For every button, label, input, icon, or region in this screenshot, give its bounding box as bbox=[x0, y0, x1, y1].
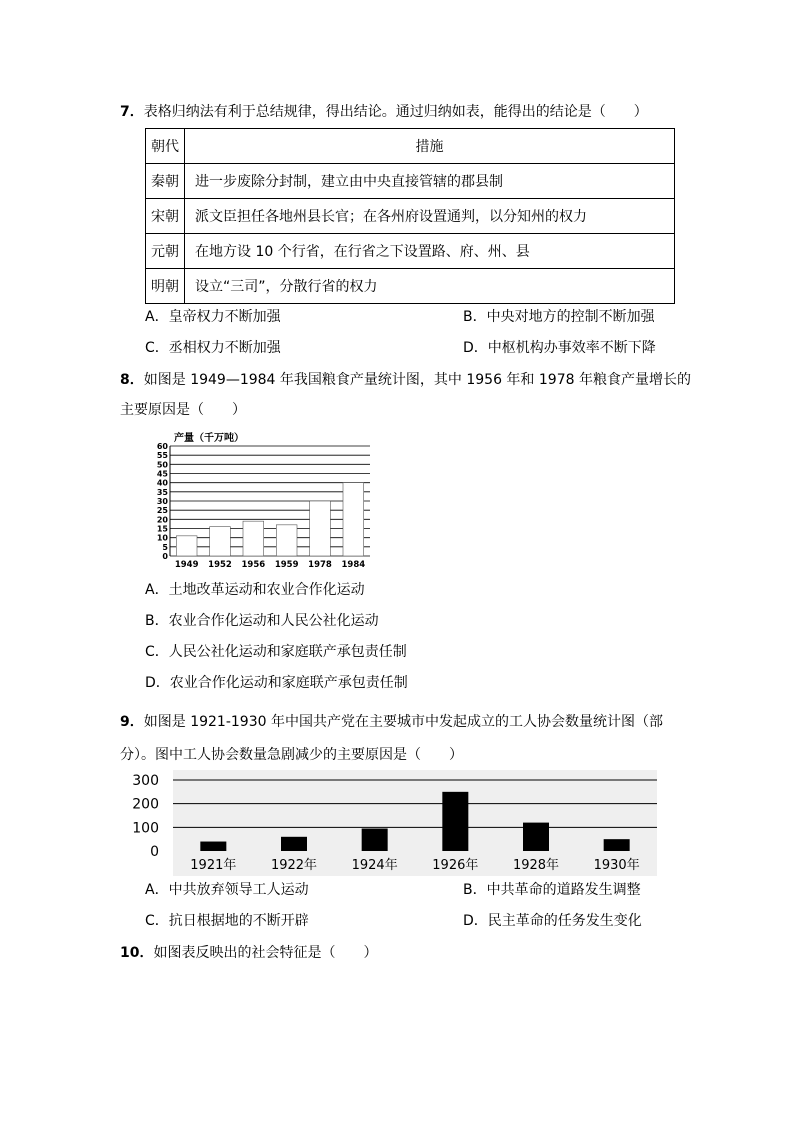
q7-cell-measure: 进一步废除分封制，建立由中央直接管辖的郡县制 bbox=[185, 164, 675, 199]
y-tick-label: 10 bbox=[156, 533, 168, 543]
chart-y-ticks bbox=[157, 442, 169, 561]
chart-x-ticks bbox=[175, 560, 365, 570]
q8-option-c[interactable]: C．人民公社化运动和家庭联产承包责任制 bbox=[145, 644, 407, 660]
q7-option-c[interactable]: C．丞相权力不断加强 bbox=[145, 340, 281, 356]
y-tick-label: 55 bbox=[156, 451, 168, 461]
x-tick-label: 1921年 bbox=[190, 858, 237, 873]
chart-y-ticks bbox=[132, 773, 159, 860]
q7-cell-dynasty: 秦朝 bbox=[146, 164, 185, 199]
q10-number: 10． bbox=[120, 945, 154, 961]
y-tick-label: 20 bbox=[156, 515, 168, 525]
bar-1922年 bbox=[281, 837, 307, 851]
bar-1959 bbox=[276, 525, 297, 556]
q8-option-a[interactable]: A．土地改革运动和农业合作化运动 bbox=[145, 582, 365, 598]
x-tick-label: 1952 bbox=[208, 560, 232, 570]
bar-1956 bbox=[243, 521, 264, 556]
bar-1921年 bbox=[200, 842, 226, 851]
chart-plot-bg bbox=[173, 770, 657, 876]
x-tick-label: 1928年 bbox=[512, 858, 560, 873]
q7-cell-dynasty: 明朝 bbox=[146, 269, 185, 304]
y-tick-label: 25 bbox=[156, 506, 168, 516]
x-tick-label: 1959 bbox=[274, 560, 299, 570]
y-tick-label: 45 bbox=[156, 469, 168, 479]
q9-option-a[interactable]: A．中共放弃领导工人运动 bbox=[145, 882, 309, 898]
y-tick-label: 0 bbox=[162, 552, 168, 561]
q7-option-b[interactable]: B．中央对地方的控制不断加强 bbox=[463, 309, 655, 325]
bar-1930年 bbox=[604, 839, 630, 851]
bar-1949 bbox=[176, 536, 197, 556]
bar-1952 bbox=[210, 527, 231, 556]
chart-title: 产量（千万吨） bbox=[174, 433, 244, 444]
y-tick-label: 35 bbox=[156, 487, 168, 497]
q9-number: 9． bbox=[120, 714, 144, 730]
q7-cell-dynasty: 宋朝 bbox=[146, 199, 185, 234]
x-tick-label: 1949 bbox=[174, 560, 199, 570]
q9-stem-line1 bbox=[120, 712, 663, 732]
q7-cell-measure: 在地方设 10 个行省，在行省之下设置路、府、州、县 bbox=[185, 234, 675, 269]
table-row bbox=[146, 164, 675, 199]
q8-stem-line2: 主要原因是（ ） bbox=[120, 402, 246, 418]
table-row bbox=[146, 269, 675, 304]
q7-cell-dynasty: 元朝 bbox=[146, 234, 185, 269]
q8-option-d[interactable]: D．农业合作化运动和家庭联产承包责任制 bbox=[145, 675, 408, 691]
y-tick-label: 60 bbox=[156, 442, 168, 451]
q7-cell-measure: 派文臣担任各地州县长官；在各州府设置通判，以分知州的权力 bbox=[185, 199, 675, 234]
x-tick-label: 1978 bbox=[308, 560, 332, 570]
q7-header-dynasty: 朝代 bbox=[146, 129, 185, 164]
q8-number: 8． bbox=[120, 372, 144, 388]
q7-table bbox=[145, 128, 675, 304]
table-row bbox=[146, 199, 675, 234]
chart-grid bbox=[170, 446, 370, 556]
q8-stem-text: 如图是 1949—1984 年我国粮食产量统计图，其中 1956 年和 1978 年粮食产量增长的 bbox=[143, 372, 691, 388]
y-tick-label: 40 bbox=[156, 478, 168, 488]
y-tick-label: 200 bbox=[132, 796, 159, 813]
q9-option-c[interactable]: C．抗日根据地的不断开辟 bbox=[145, 913, 309, 929]
y-tick-label: 50 bbox=[156, 460, 168, 470]
y-tick-label: 100 bbox=[132, 820, 159, 837]
q7-table-header bbox=[146, 129, 675, 164]
bar-1924年 bbox=[362, 829, 388, 851]
q10-stem bbox=[120, 943, 377, 963]
bar-1926年 bbox=[442, 792, 468, 851]
x-tick-label: 1926年 bbox=[432, 858, 479, 873]
table-row bbox=[146, 234, 675, 269]
q8-stem-line1 bbox=[120, 370, 691, 390]
q7-cell-measure: 设立“三司”，分散行省的权力 bbox=[185, 269, 675, 304]
q8-option-b[interactable]: B．农业合作化运动和人民公社化运动 bbox=[145, 613, 379, 629]
q7-option-d[interactable]: D．中枢机构办事效率不断下降 bbox=[463, 340, 656, 356]
q9-option-b[interactable]: B．中共革命的道路发生调整 bbox=[463, 882, 641, 898]
y-tick-label: 5 bbox=[162, 542, 168, 552]
y-tick-label: 300 bbox=[132, 773, 159, 789]
x-tick-label: 1984 bbox=[341, 560, 366, 570]
q9-option-d[interactable]: D．民主革命的任务发生变化 bbox=[463, 913, 642, 929]
q7-option-a[interactable]: A．皇帝权力不断加强 bbox=[145, 309, 281, 325]
y-tick-label: 30 bbox=[156, 497, 168, 506]
bar-1928年 bbox=[523, 823, 549, 851]
q8-grain-chart bbox=[140, 428, 380, 570]
q7-header-measure: 措施 bbox=[185, 129, 675, 164]
y-tick-label: 15 bbox=[156, 524, 168, 534]
x-tick-label: 1930年 bbox=[593, 858, 640, 873]
q9-stem-text: 如图是 1921-1930 年中国共产党在主要城市中发起成立的工人协会数量统计图（部 bbox=[143, 714, 663, 730]
q7-number: 7． bbox=[120, 104, 144, 120]
q9-union-chart bbox=[132, 770, 660, 876]
x-tick-label: 1956 bbox=[241, 560, 266, 570]
bar-1978 bbox=[310, 501, 331, 556]
x-tick-label: 1922年 bbox=[270, 858, 318, 873]
q10-stem-text: 如图表反映出的社会特征是（ ） bbox=[153, 945, 378, 961]
x-tick-label: 1924年 bbox=[351, 858, 398, 873]
q7-stem bbox=[120, 102, 648, 122]
bar-1984 bbox=[343, 483, 364, 556]
q9-stem-line2: 分）。图中工人协会数量急剧减少的主要原因是（ ） bbox=[120, 747, 463, 763]
q7-stem-text: 表格归纳法有利于总结规律，得出结论。通过归纳如表，能得出的结论是（ ） bbox=[143, 104, 648, 120]
y-tick-label: 0 bbox=[150, 844, 159, 860]
